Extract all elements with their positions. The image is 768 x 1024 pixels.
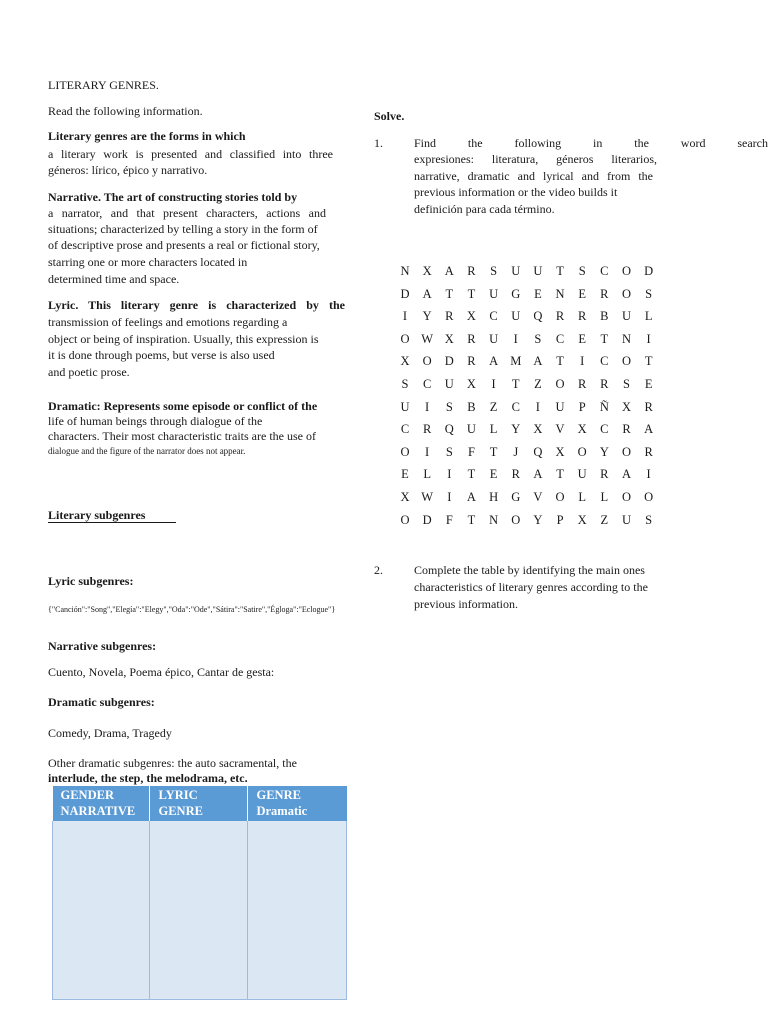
word-search-letter[interactable]: T xyxy=(556,467,564,482)
word-search-letter[interactable]: O xyxy=(621,354,632,369)
narrative-line: starring one or more characters located in xyxy=(48,255,248,269)
word-search-letter[interactable]: W xyxy=(421,490,434,504)
dramatic-line: life of human beings through dialogue of the xyxy=(48,414,263,428)
word-search-letter[interactable]: G xyxy=(511,490,521,504)
word-search-letter[interactable]: R xyxy=(511,467,520,482)
word-search-letter[interactable]: O xyxy=(555,490,565,504)
intro-line: Read the following information. xyxy=(48,104,203,118)
word-search-row xyxy=(398,490,658,508)
dramatic-line: characters. Their most characteristic traits are the use of xyxy=(48,429,316,443)
word-search-letter[interactable]: M xyxy=(510,354,522,369)
word-search-letter[interactable]: A xyxy=(489,354,499,369)
word-search-letter[interactable]: Z xyxy=(534,377,542,391)
header-line: GENDER xyxy=(60,788,114,802)
word-search-letter[interactable]: I xyxy=(447,467,452,482)
word-search-letter[interactable]: C xyxy=(422,377,432,391)
word-search-letter[interactable]: C xyxy=(489,309,498,324)
word-search-letter[interactable]: S xyxy=(445,444,453,459)
word-search-letter[interactable]: C xyxy=(555,331,565,346)
word-search-letter[interactable]: R xyxy=(644,444,653,459)
header-line: Dramatic xyxy=(256,804,308,818)
genres-definition-line: a literary work is presented and classified into three xyxy=(48,147,333,161)
word-search-letter[interactable]: F xyxy=(467,444,475,459)
word-search-row xyxy=(398,422,658,440)
instruction-line: Find the following in the word search xyxy=(414,136,768,150)
item-number: 2. xyxy=(374,563,383,577)
word-search-row xyxy=(398,467,658,485)
word-search-letter[interactable]: B xyxy=(467,399,476,414)
dramatic-heading: Dramatic: Represents some episode or conflict of the xyxy=(48,399,318,413)
lyric-line: object or being of inspiration. Usually, this expression is xyxy=(48,332,319,346)
word-search-row xyxy=(398,377,658,395)
word-search-letter[interactable]: L xyxy=(578,490,586,504)
narrative-subgenres-heading: Narrative subgenres: xyxy=(48,639,157,653)
word-search-row xyxy=(398,309,658,327)
literary-subgenres-heading-text: Literary subgenres xyxy=(48,508,146,522)
word-search-letter[interactable]: R xyxy=(422,422,432,437)
word-search-letter[interactable]: A xyxy=(644,422,654,437)
word-search-letter[interactable]: C xyxy=(600,264,609,278)
word-search-letter[interactable]: S xyxy=(645,512,653,527)
word-search-letter[interactable]: X xyxy=(422,264,432,278)
word-search-letter[interactable]: B xyxy=(600,309,609,324)
word-search-letter[interactable]: Q xyxy=(533,444,543,459)
dramatic-subgenres-heading: Dramatic subgenres: xyxy=(48,695,155,709)
word-search-row xyxy=(398,513,658,531)
word-search-letter[interactable]: U xyxy=(577,467,587,482)
word-search-letter[interactable]: A xyxy=(422,286,432,301)
word-search-letter[interactable]: U xyxy=(489,331,499,346)
word-search-letter[interactable]: E xyxy=(401,467,409,482)
word-search-letter[interactable]: C xyxy=(600,354,609,369)
table-header-row xyxy=(53,786,347,821)
word-search-letter[interactable]: L xyxy=(644,309,653,324)
word-search-letter[interactable]: U xyxy=(489,286,499,301)
lyric-answer-cell[interactable] xyxy=(150,821,248,1000)
word-search-letter[interactable]: X xyxy=(466,309,476,324)
word-search-letter[interactable]: W xyxy=(421,331,434,346)
word-search-letter[interactable]: R xyxy=(467,354,476,369)
word-search-letter[interactable]: D xyxy=(400,286,410,301)
instruction-line: expresiones: literatura, géneros literarios, xyxy=(414,152,657,166)
word-search-letter[interactable]: D xyxy=(422,512,432,527)
word-search-row xyxy=(398,264,658,282)
word-search-letter[interactable]: S xyxy=(445,399,453,414)
word-search-letter[interactable]: S xyxy=(401,377,409,391)
word-search-letter[interactable]: S xyxy=(490,264,498,278)
word-search-letter[interactable]: S xyxy=(534,331,542,346)
word-search-row xyxy=(398,400,658,418)
word-search-letter[interactable]: V xyxy=(533,490,543,504)
word-search-letter[interactable]: O xyxy=(621,444,632,459)
word-search-letter[interactable]: U xyxy=(511,309,521,324)
solve-heading: Solve. xyxy=(374,109,405,123)
word-search-letter[interactable]: Y xyxy=(533,512,543,527)
dramatic-column-header xyxy=(248,786,347,821)
narrative-line: a narrator, and that present characters, actions and xyxy=(48,206,326,220)
lyric-line: and poetic prose. xyxy=(48,365,130,379)
word-search-row xyxy=(398,287,658,305)
word-search-letter[interactable]: X xyxy=(444,331,454,346)
word-search-letter[interactable]: Q xyxy=(533,309,543,324)
word-search-letter[interactable]: O xyxy=(621,286,632,301)
word-search-letter[interactable]: H xyxy=(489,490,499,504)
lyric-line: transmission of feelings and emotions regarding a xyxy=(48,315,288,329)
lyric-subgenres-heading: Lyric subgenres: xyxy=(48,574,134,588)
narrative-line: situations; characterized by telling a story in the form of xyxy=(48,222,318,236)
word-search-letter[interactable]: T xyxy=(467,467,476,482)
word-search-letter[interactable]: U xyxy=(466,422,476,437)
word-search-letter[interactable]: D xyxy=(644,264,654,278)
lyric-line: it is done through poems, but verse is also used xyxy=(48,348,275,362)
word-search-letter[interactable]: R xyxy=(467,331,476,346)
word-search-letter[interactable]: N xyxy=(489,512,499,527)
genres-definition-heading: Literary genres are the forms in which xyxy=(48,129,246,143)
word-search-letter[interactable]: C xyxy=(511,399,520,414)
word-search-letter[interactable]: O xyxy=(422,354,432,369)
word-search-letter[interactable]: D xyxy=(444,354,454,369)
word-search-letter[interactable]: I xyxy=(491,377,496,391)
word-search-letter[interactable]: L xyxy=(423,467,431,482)
word-search-letter[interactable]: O xyxy=(400,444,410,459)
word-search-letter[interactable]: I xyxy=(513,331,518,346)
word-search-letter[interactable]: U xyxy=(555,399,565,414)
dramatic-answer-cell[interactable] xyxy=(248,821,347,1000)
word-search-letter[interactable]: X xyxy=(400,490,410,504)
word-search-letter[interactable]: R xyxy=(445,309,454,324)
dramatic-subgenres-list: Comedy, Drama, Tragedy xyxy=(48,726,172,740)
word-search-letter[interactable]: Z xyxy=(600,512,609,527)
word-search-letter[interactable]: V xyxy=(555,422,565,437)
word-search-letter[interactable]: A xyxy=(621,467,632,482)
word-search-letter[interactable]: R xyxy=(622,422,631,437)
word-search-letter[interactable]: E xyxy=(489,467,498,482)
word-search-letter[interactable]: O xyxy=(400,331,410,346)
word-search-letter[interactable]: N xyxy=(555,286,565,301)
word-search-letter[interactable]: X xyxy=(400,354,410,369)
word-search-letter[interactable]: O xyxy=(511,512,521,527)
word-search-letter[interactable]: Ñ xyxy=(599,399,609,414)
header-line: NARRATIVE xyxy=(60,804,136,818)
narrative-heading: Narrative. The art of constructing stories told by xyxy=(48,190,298,204)
word-search-letter[interactable]: O xyxy=(621,490,632,504)
dramatic-line-small: dialogue and the figure of the narrator does not appear. xyxy=(48,446,246,456)
word-search-letter[interactable]: R xyxy=(578,309,587,324)
word-search-letter[interactable]: A xyxy=(533,354,543,369)
word-search-letter[interactable]: U xyxy=(533,264,543,278)
narrative-column-header xyxy=(53,786,150,821)
lyric-subgenres-list: {"Canción":"Song","Elegía":"Elegy","Oda":"Ode","Sátira":"Satire","Égloga":"Eclogue"} xyxy=(48,605,336,614)
word-search-letter[interactable]: S xyxy=(645,286,653,301)
word-search-letter[interactable]: Y xyxy=(422,309,432,324)
instruction-line: definición para cada término. xyxy=(414,202,555,216)
header-line: LYRIC GENRE xyxy=(158,788,203,818)
word-search-letter[interactable]: P xyxy=(556,512,564,527)
word-search-letter[interactable]: X xyxy=(466,377,476,391)
word-search-letter[interactable]: R xyxy=(600,467,609,482)
word-search-letter[interactable]: E xyxy=(578,286,586,301)
word-search-letter[interactable]: I xyxy=(646,331,651,346)
word-search-letter[interactable]: R xyxy=(578,377,587,391)
narrative-line: determined time and space. xyxy=(48,272,180,286)
word-search-letter[interactable]: J xyxy=(513,444,519,459)
word-search-letter[interactable]: O xyxy=(577,444,587,459)
word-search-letter[interactable]: A xyxy=(533,467,543,482)
instruction-line: narrative, dramatic and lyrical and from the xyxy=(414,169,653,183)
word-search-letter[interactable]: E xyxy=(644,377,653,391)
word-search-letter[interactable]: R xyxy=(467,264,476,278)
word-search-letter[interactable]: Q xyxy=(444,422,454,437)
word-search-letter[interactable]: S xyxy=(623,377,630,391)
genre-characteristics-table xyxy=(52,786,347,1000)
word-search-letter[interactable]: N xyxy=(621,331,632,346)
word-search-row xyxy=(398,332,658,350)
header-line: GENRE xyxy=(256,788,301,802)
lyric-heading: Lyric. This literary genre is characterized by the xyxy=(48,298,345,312)
narrative-line: of descriptive prose and presents a real or fictional story, xyxy=(48,238,320,252)
word-search-letter[interactable]: T xyxy=(445,286,454,301)
instruction-line: Complete the table by identifying the main ones xyxy=(414,563,645,577)
word-search-letter[interactable]: P xyxy=(578,399,586,414)
word-search-letter[interactable]: E xyxy=(534,286,542,301)
word-search-letter[interactable]: L xyxy=(600,490,609,504)
word-search-letter[interactable]: I xyxy=(402,309,408,324)
word-search-row xyxy=(398,354,658,372)
word-search-letter[interactable]: X xyxy=(577,422,587,437)
word-search-letter[interactable]: I xyxy=(425,399,430,414)
word-search-letter[interactable]: O xyxy=(644,490,654,504)
word-search-letter[interactable]: T xyxy=(467,512,476,527)
word-search-letter[interactable]: O xyxy=(555,377,565,391)
word-search-letter[interactable]: R xyxy=(600,377,609,391)
instruction-line: characteristics of literary genres according to the xyxy=(414,580,648,594)
word-search-letter[interactable]: T xyxy=(511,377,520,391)
other-dramatic-subgenres-line: Other dramatic subgenres: the auto sacramental, the xyxy=(48,756,297,770)
word-search-letter[interactable]: E xyxy=(578,331,586,346)
word-search-letter[interactable]: N xyxy=(400,264,410,278)
word-search-letter[interactable]: R xyxy=(600,286,609,301)
word-search-letter[interactable]: L xyxy=(489,422,498,437)
word-search-letter[interactable]: F xyxy=(445,512,453,527)
genres-definition-line: géneros: lírico, épico y narrativo. xyxy=(48,163,208,177)
instruction-line: previous information. xyxy=(414,597,518,611)
word-search-letter[interactable]: U xyxy=(511,264,521,278)
word-search-letter[interactable]: S xyxy=(578,264,586,278)
word-search-letter[interactable]: Y xyxy=(599,444,609,459)
word-search-letter[interactable]: I xyxy=(425,444,430,459)
word-search-letter[interactable]: Y xyxy=(511,422,521,437)
word-search-row xyxy=(398,445,658,463)
word-search-letter[interactable]: I xyxy=(646,467,651,482)
word-search-letter[interactable]: I xyxy=(447,490,452,504)
table-row xyxy=(53,821,347,1000)
word-search-letter[interactable]: U xyxy=(621,512,632,527)
word-search-letter[interactable]: T xyxy=(644,354,653,369)
word-search-letter[interactable]: R xyxy=(555,309,565,324)
word-search-letter[interactable]: C xyxy=(600,422,609,437)
narrative-subgenres-list: Cuento, Novela, Poema épico, Cantar de gesta: xyxy=(48,665,275,679)
lyric-column-header xyxy=(150,786,248,821)
word-search-letter[interactable]: X xyxy=(533,422,543,437)
word-search-letter[interactable]: U xyxy=(621,309,632,324)
item-number: 1. xyxy=(374,136,383,150)
narrative-answer-cell[interactable] xyxy=(53,821,150,1000)
literary-subgenres-heading xyxy=(48,508,176,523)
word-search-letter[interactable]: A xyxy=(444,264,454,278)
word-search-letter[interactable]: T xyxy=(556,354,564,369)
word-search-letter[interactable]: T xyxy=(467,286,476,301)
instruction-line: previous information or the video builds it xyxy=(414,185,618,199)
word-search-letter[interactable]: O xyxy=(400,512,410,527)
word-search-letter[interactable]: T xyxy=(556,264,564,278)
other-dramatic-subgenres-line: interlude, the step, the melodrama, etc. xyxy=(48,771,248,785)
word-search-letter[interactable]: C xyxy=(400,422,410,437)
word-search-letter[interactable]: X xyxy=(577,512,587,527)
document-title: LITERARY GENRES. xyxy=(48,78,159,92)
word-search-letter[interactable]: G xyxy=(511,286,521,301)
word-search-letter[interactable]: R xyxy=(644,399,653,414)
word-search-letter[interactable]: I xyxy=(535,399,540,414)
word-search-letter[interactable]: U xyxy=(400,399,410,414)
word-search-letter[interactable]: X xyxy=(555,444,565,459)
word-search-letter[interactable]: A xyxy=(466,490,476,504)
word-search-letter[interactable]: O xyxy=(621,264,632,278)
word-search-letter[interactable]: T xyxy=(489,444,498,459)
word-search-letter[interactable]: T xyxy=(600,331,609,346)
word-search-letter[interactable]: X xyxy=(621,399,632,414)
word-search-letter[interactable]: U xyxy=(444,377,454,391)
word-search-letter[interactable]: Z xyxy=(489,399,498,414)
word-search-letter[interactable]: I xyxy=(580,354,585,369)
